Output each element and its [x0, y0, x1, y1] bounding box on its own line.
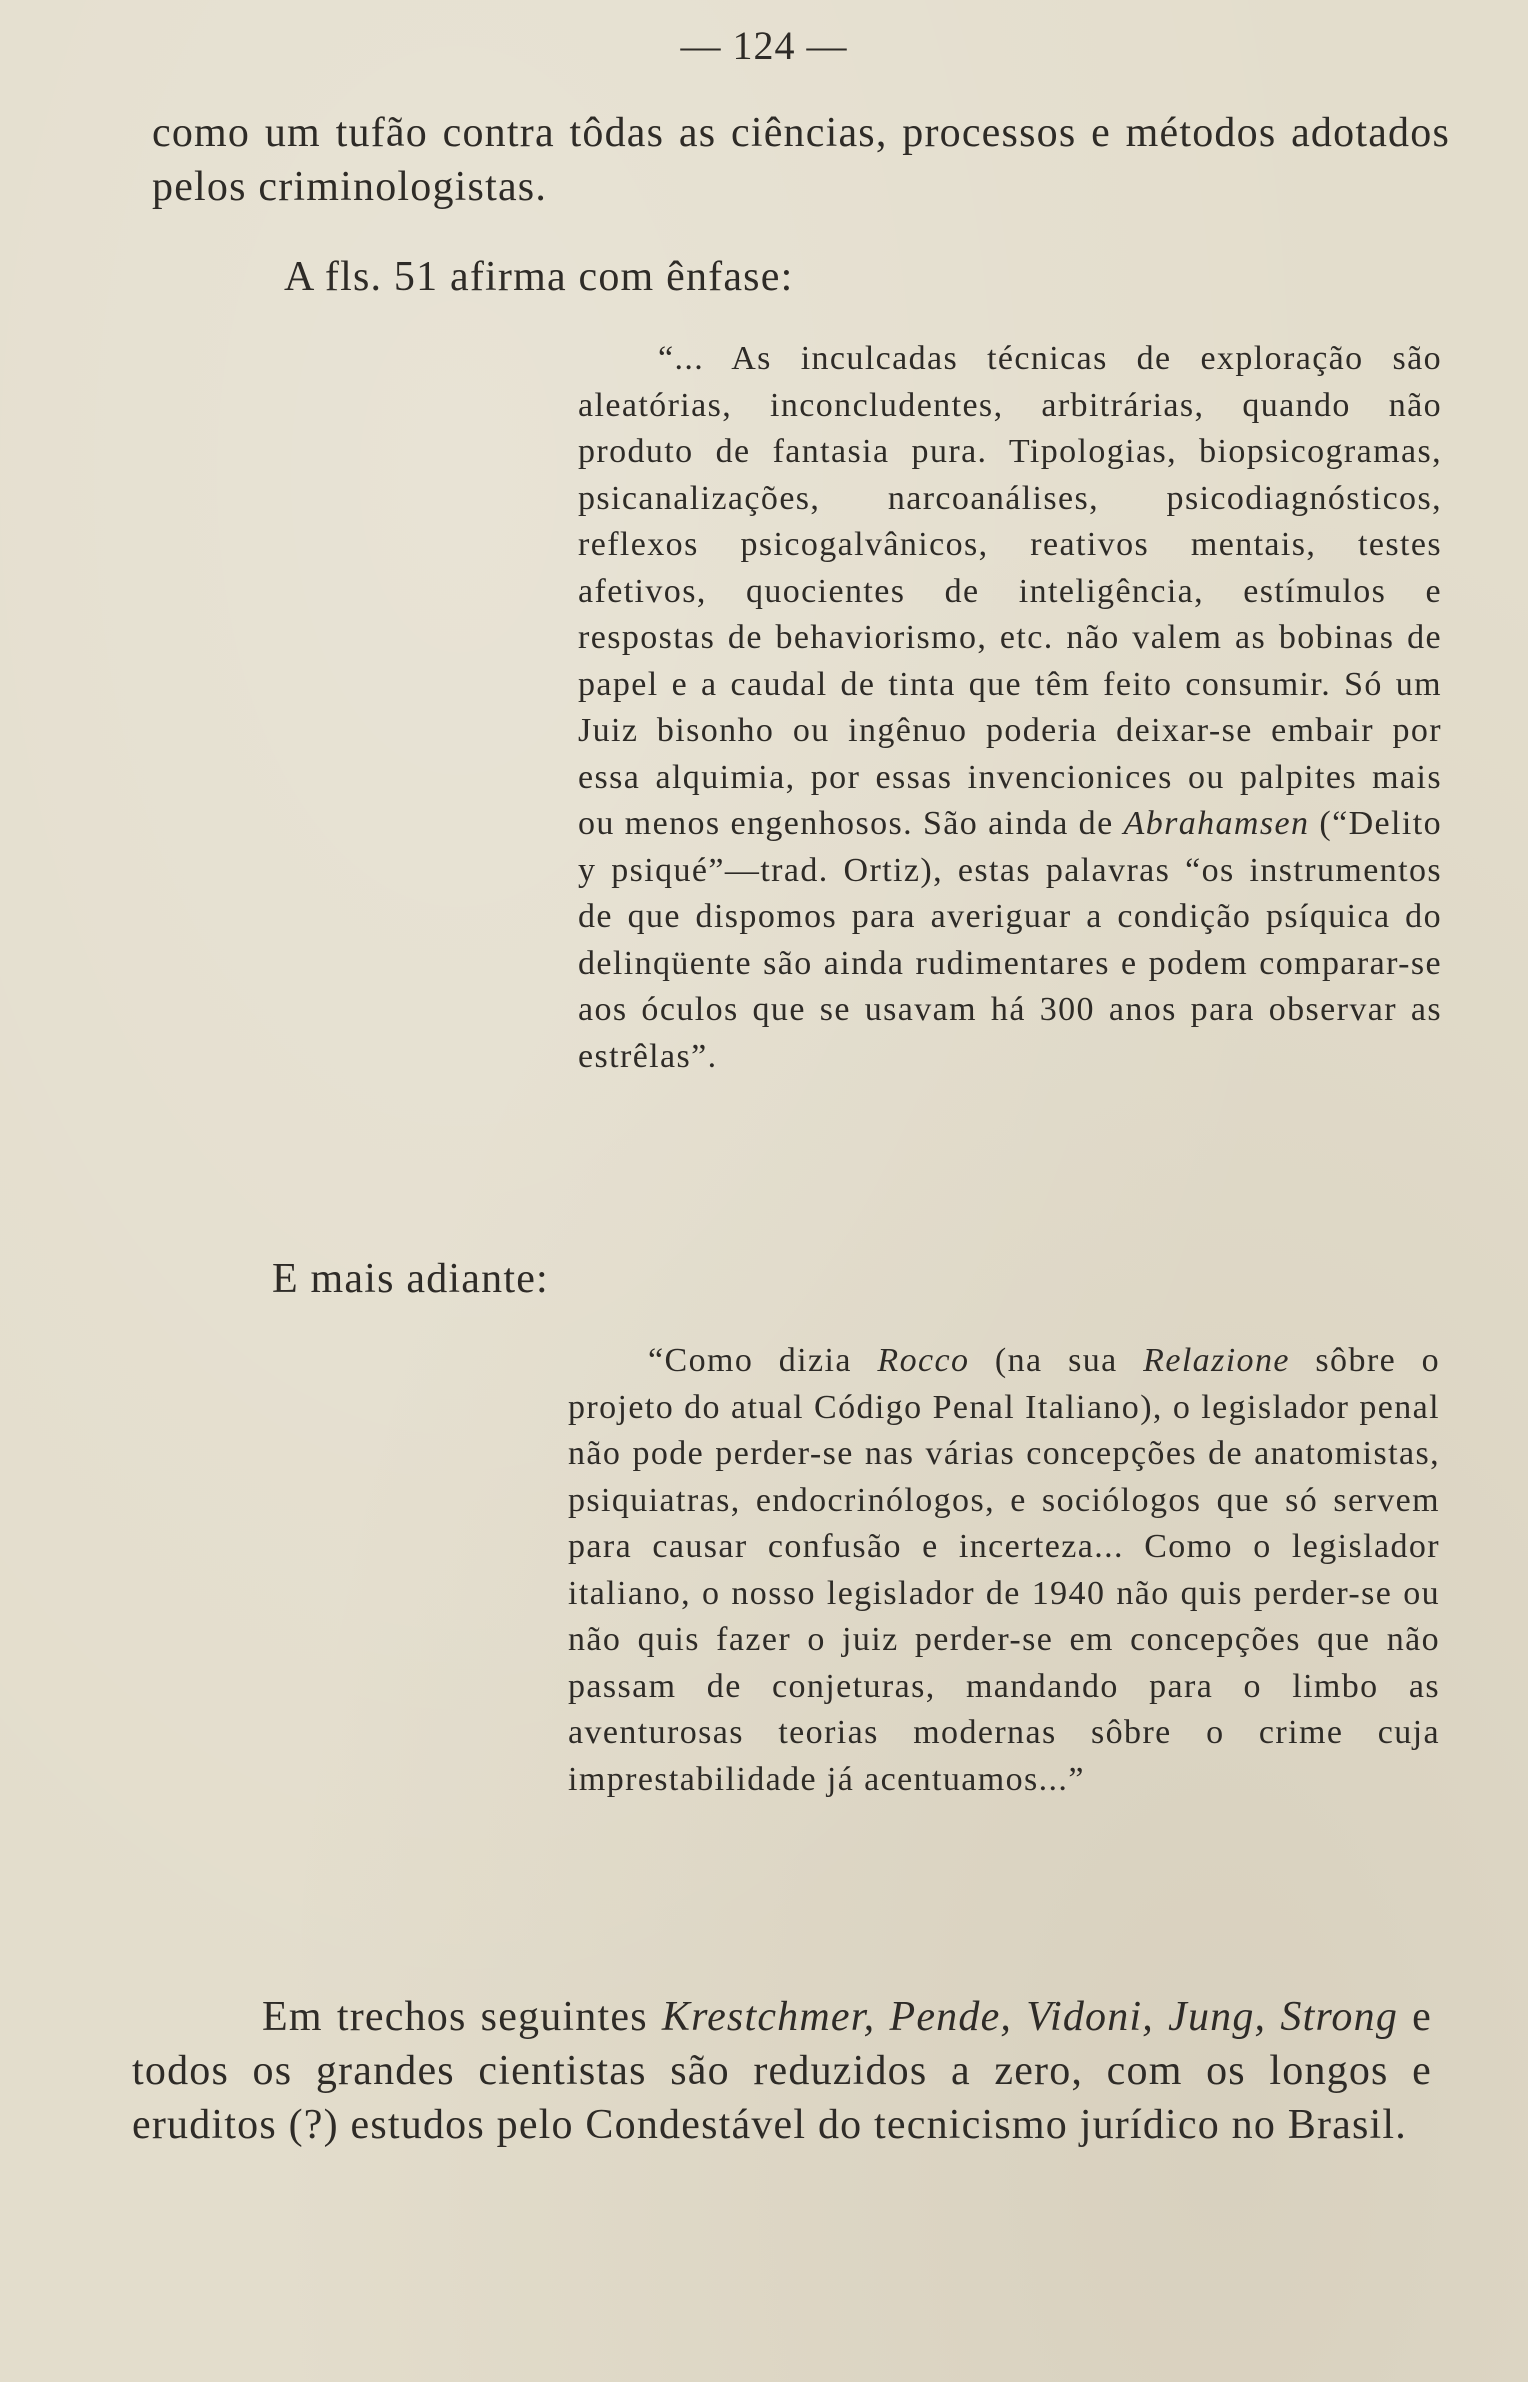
closing-names: Krestchmer, Pende, Vidoni, Jung, Strong: [661, 1994, 1399, 2040]
quote-2-author: Rocco: [877, 1342, 970, 1379]
quote-lead-in-2: E mais adiante:: [272, 1256, 549, 1302]
closing-paragraph: [132, 1990, 1432, 2152]
block-quote-1: [578, 336, 1442, 1080]
quote-lead-in: A fls. 51 afirma com ênfase:: [284, 254, 794, 300]
quote-1-text-b: (“Delito y psiqué”—trad. Ortiz), estas palavras “os instrumentos de que dispomos para averiguar a condição psíquica do delinqüente são ainda rudimentares e podem comparar-se aos óculos que se usavam há 300 anos para observar as estrêlas”.: [578, 805, 1442, 1075]
quote-1-author: Abrahamsen: [1123, 805, 1310, 842]
block-quote-2: [568, 1338, 1440, 1803]
closing-text-a: Em trechos seguintes: [262, 1994, 648, 2040]
intro-paragraph: como um tufão contra tôdas as ciências, processos e métodos adotados pelos criminologistas.: [152, 110, 1450, 210]
quote-2-text-c: sôbre o projeto do atual Código Penal Italiano), o legislador penal não pode perder-se nas várias concepções de anatomistas, psiquiatras, endocrinólogos, e sociólogos que só servem para causar confusão e incerteza... Como o legislador italiano, o nosso legislador de 1940 não quis perder-se ou não quis fazer o juiz perder-se em concepções que não passam de conjeturas, mandando para o limbo as aventurosas teorias modernas sôbre o crime cuja imprestabilidade já acentuamos...”: [568, 1342, 1441, 1798]
quote-2-text-a: “Como dizia: [648, 1342, 852, 1379]
page-number: — 124 —: [680, 23, 848, 68]
quote-2-text-b: (na sua: [994, 1342, 1118, 1379]
closing-text-b: e todos os grandes cientistas são reduzidos a zero, com os longos e eruditos (?) estudos pelo Condestável do tecnicismo jurídico no Brasil.: [132, 1994, 1433, 2148]
quote-1-text-a: “... As inculcadas técnicas de exploração são aleatórias, inconcludentes, arbitrárias, quando não produto de fantasia pura. Tipologias, biopsicogramas, psicanalizações, narcoanálises, psicodiagnósticos, reflexos psicogalvânicos, reativos mentais, testes afetivos, quocientes de inteligência, estímulos e respostas de behaviorismo, etc. não valem as bobinas de papel e a caudal de tinta que têm feito consumir. Só um Juiz bisonho ou ingênuo poderia deixar-se embair por essa alquimia, por essas invencionices ou palpites mais ou menos engenhosos. São ainda de: [578, 340, 1442, 842]
quote-2-work: Relazione: [1143, 1342, 1290, 1379]
